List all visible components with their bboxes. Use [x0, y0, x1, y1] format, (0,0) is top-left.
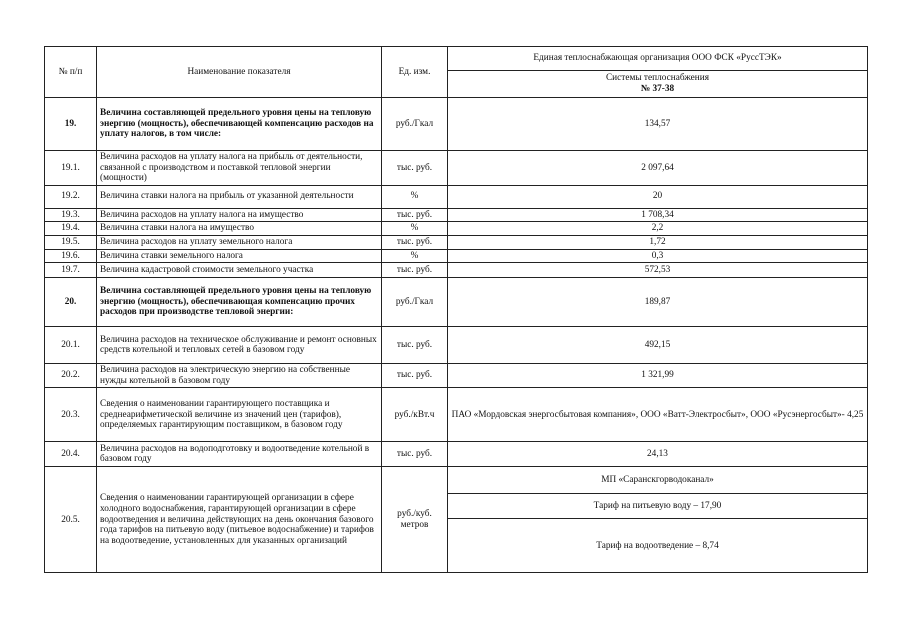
row-name: Величина расходов на электрическую энергию на собственные нужды котельной в базовом году: [97, 364, 382, 388]
indicators-table: [44, 46, 868, 573]
row-value: 189,87: [448, 278, 868, 327]
row-value: 2,2: [448, 222, 868, 236]
water-org: МП «Саранскгорводоканал»: [448, 467, 868, 494]
tariff-wastewater: Тариф на водоотведение – 8,74: [448, 519, 868, 573]
row-name: Величина расходов на водоподготовку и водоотведение котельной в базовом году: [97, 442, 382, 467]
table-row: [45, 249, 868, 263]
table-row: [45, 98, 868, 151]
row-value: 1,72: [448, 235, 868, 249]
table-row: [45, 263, 868, 278]
row-name: Величина ставки земельного налога: [97, 249, 382, 263]
row-unit: %: [382, 222, 448, 236]
row-value: 2 097,64: [448, 151, 868, 186]
row-unit: руб./кВт.ч: [382, 388, 448, 442]
header-systems-label: Системы теплоснабжения: [605, 73, 709, 84]
row-name: Величина расходов на уплату налога на имущество: [97, 208, 382, 222]
row-value: 1 708,34: [448, 208, 868, 222]
row-num: 19.2.: [45, 185, 97, 208]
row-num: 20.2.: [45, 364, 97, 388]
row-value: 492,15: [448, 327, 868, 364]
row-unit: тыс. руб.: [382, 208, 448, 222]
row-name: Сведения о наименовании гарантирующей организации в сфере холодного водоснабжения, гарантирующей организации в сфере водоотведения и величина действующих на день окончания базового года тарифов на питьевую воду (питьевое водоснабжение) и тарифов на водоотведение, установленных для указанных организаций: [97, 467, 382, 573]
row-name: Величина расходов на уплату налога на прибыль от деятельности, связанной с производством и поставкой тепловой энергии (мощности): [97, 151, 382, 186]
row-value: 1 321,99: [448, 364, 868, 388]
table-row: [45, 278, 868, 327]
row-unit: тыс. руб.: [382, 235, 448, 249]
row-unit: тыс. руб.: [382, 364, 448, 388]
row-name: Сведения о наименовании гарантирующего поставщика и среднеарифметической величине из значений цен (тарифов), определяемых гарантирующим поставщиком, в базовом году: [97, 388, 382, 442]
table-row: [45, 208, 868, 222]
row-num: 19.6.: [45, 249, 97, 263]
row-value: 0,3: [448, 249, 868, 263]
row-unit: тыс. руб.: [382, 327, 448, 364]
table-row: [45, 185, 868, 208]
table-row: [45, 235, 868, 249]
header-num: № п/п: [45, 47, 97, 98]
row-value: 572,53: [448, 263, 868, 278]
table-row: [45, 151, 868, 186]
row-num: 19.: [45, 98, 97, 151]
row-value: 24,13: [448, 442, 868, 467]
row-name: Величина расходов на техническое обслуживание и ремонт основных средств котельной и тепловых сетей в базовом году: [97, 327, 382, 364]
row-unit: руб./Гкал: [382, 98, 448, 151]
row-unit: тыс. руб.: [382, 442, 448, 467]
row-name: Величина составляющей предельного уровня цены на тепловую энергию (мощность), обеспечивающей компенсацию расходов на уплату налогов, в том числе:: [97, 98, 382, 151]
row-name: Величина составляющей предельного уровня цены на тепловую энергию (мощность), обеспечивающая компенсацию прочих расходов при производстве тепловой энергии:: [97, 278, 382, 327]
row-name: Величина ставки налога на прибыль от указанной деятельности: [97, 185, 382, 208]
row-value: 20: [448, 185, 868, 208]
row-unit: тыс. руб.: [382, 263, 448, 278]
row-unit: руб./куб. метров: [382, 467, 448, 573]
header-systems-number: № 37-38: [640, 84, 675, 94]
header-unit: Ед. изм.: [382, 47, 448, 98]
row-value: 134,57: [448, 98, 868, 151]
row-num: 19.7.: [45, 263, 97, 278]
header-org: Единая теплоснабжающая организация ООО ФСК «РуссТЭК»: [448, 47, 868, 71]
row-num: 20.: [45, 278, 97, 327]
row-unit: %: [382, 185, 448, 208]
row-value: ПАО «Мордовская энергосбытовая компания», ООО «Ватт-Электросбыт», ООО «Русэнергосбыт»- 4,25: [448, 388, 868, 442]
row-num: 20.1.: [45, 327, 97, 364]
tariff-drinking-water: Тариф на питьевую воду – 17,90: [448, 494, 868, 519]
row-num: 20.5.: [45, 467, 97, 573]
row-unit: %: [382, 249, 448, 263]
table-row: [45, 364, 868, 388]
table-row: [45, 327, 868, 364]
row-unit: тыс. руб.: [382, 151, 448, 186]
row-num: 19.3.: [45, 208, 97, 222]
row-num: 19.1.: [45, 151, 97, 186]
row-name: Величина ставки налога на имущество: [97, 222, 382, 236]
row-num: 19.4.: [45, 222, 97, 236]
row-name: Величина расходов на уплату земельного налога: [97, 235, 382, 249]
row-num: 19.5.: [45, 235, 97, 249]
table-row: [45, 388, 868, 442]
header-name: Наименование показателя: [97, 47, 382, 98]
table-row: [45, 222, 868, 236]
row-name: Величина кадастровой стоимости земельного участка: [97, 263, 382, 278]
row-unit: руб./Гкал: [382, 278, 448, 327]
row-num: 20.3.: [45, 388, 97, 442]
header-systems: [448, 71, 868, 98]
row-num: 20.4.: [45, 442, 97, 467]
table-row: [45, 442, 868, 467]
